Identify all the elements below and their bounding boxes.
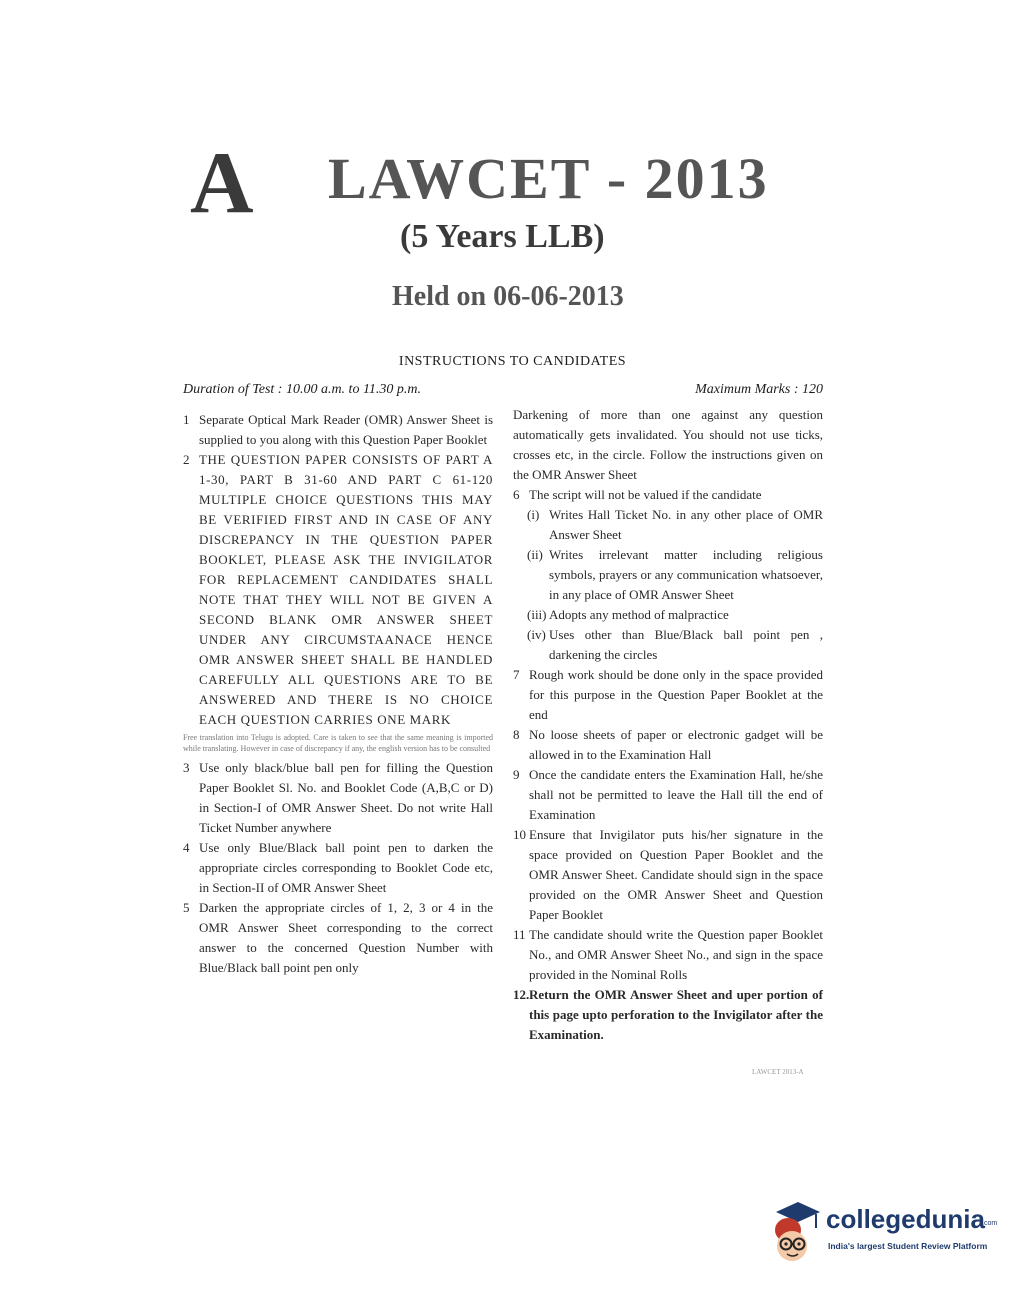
instruction-item-1 xyxy=(183,410,493,450)
maximum-marks: Maximum Marks : 120 xyxy=(695,382,823,397)
instruction-text: Separate Optical Mark Reader (OMR) Answer Sheet is supplied to you along with this Question Paper Booklet xyxy=(199,412,493,447)
instruction-item-9 xyxy=(513,765,823,825)
instruction-text: THE QUESTION PAPER CONSISTS OF PART A 1-30, PART B 31-60 AND PART C 61-120 MULTIPLE CHOICE QUESTIONS THIS MAY BE VERIFIED FIRST AND IN CASE OF ANY DISCREPANCY IN THE QUESTION PAPER BOOKLET, PLEASE ASK THE INVIGILATOR FOR REPLACEMENT CANDIDATES SHALL NOTE THAT THEY WILL NOT BE GIVEN A SECOND BLANK OMR ANSWER SHEET UNDER ANY CIRCUMSTAANACE HENCE OMR ANSWER SHEET SHALL BE HANDLED CAREFULLY ALL QUESTIONS ARE TO BE ANSWERED AND THERE IS NO CHOICE EACH QUESTION CARRIES ONE MARK xyxy=(199,452,493,727)
instruction-number: 12. xyxy=(513,987,530,1002)
instruction-text: The candidate should write the Question paper Booklet No., and OMR Answer Sheet No., and sign in the space provided in the Nominal Rolls xyxy=(529,927,823,982)
translation-note: Free translation into Telugu is adopted. Care is taken to see that the same meaning is imported while translating. However in case of discrepancy if any, the english version has to be consulted xyxy=(183,733,493,753)
brand-tagline: India's largest Student Review Platform xyxy=(828,1241,988,1251)
instruction-text: Darken the appropriate circles of 1, 2, 3 or 4 in the OMR Answer Sheet corresponding to the correct answer to the concerned Question Number with Blue/Black ball point pen only xyxy=(199,900,493,975)
test-duration: Duration of Test : 10.00 a.m. to 11.30 p.m. xyxy=(183,382,422,397)
instruction-subitem xyxy=(513,505,823,545)
instruction-item-6 xyxy=(513,485,823,505)
collegedunia-logo xyxy=(768,1198,998,1268)
brand-name: collegedunia xyxy=(826,1204,985,1234)
instruction-number: 2 xyxy=(183,452,190,467)
instruction-item-5-continued: Darkening of more than one against any question automatically gets invalidated. You should not use ticks, crosses etc, in the circle. Follow the instructions given on the OMR Answer Sheet xyxy=(513,407,823,482)
subitem-number: (i) xyxy=(527,507,540,522)
subitem-text: Writes irrelevant matter including religious symbols, prayers or any communication whatsoever, in any place of OMR Answer Sheet xyxy=(549,547,823,602)
instruction-item-4 xyxy=(183,838,493,898)
instruction-text: Rough work should be done only in the space provided for this purpose in the Question Paper Booklet at the end xyxy=(529,667,823,722)
subitem-number: (ii) xyxy=(527,547,543,562)
page-subtitle: (5 Years LLB) xyxy=(400,218,605,255)
instruction-text: Use only Blue/Black ball point pen to darken the appropriate circles corresponding to Booklet Code etc, in Section-II of OMR Answer Sheet xyxy=(199,840,493,895)
instructions-left-column xyxy=(183,410,493,978)
instruction-number: 7 xyxy=(513,667,520,682)
instructions-right-column xyxy=(513,405,823,1045)
instruction-item-10 xyxy=(513,825,823,925)
instruction-item-12 xyxy=(513,985,823,1045)
brand-domain: .com xyxy=(982,1220,998,1227)
instruction-number: 10 xyxy=(513,827,526,842)
instruction-item-8 xyxy=(513,725,823,765)
instruction-text: Use only black/blue ball pen for filling the Question Paper Booklet Sl. No. and Booklet Code (A,B,C or D) in Section-I of OMR Answer Sheet. Do not write Hall Ticket Number anywhere xyxy=(199,760,493,835)
instruction-text: Once the candidate enters the Examination Hall, he/she shall not be permitted to leave the Hall till the end of Examination xyxy=(529,767,823,822)
instruction-item-3 xyxy=(183,758,493,838)
instruction-number: 5 xyxy=(183,900,190,915)
instruction-text: The script will not be valued if the candidate xyxy=(529,487,762,502)
instruction-number: 1 xyxy=(183,412,190,427)
instruction-text: Return the OMR Answer Sheet and uper portion of this page upto perforation to the Invigilator after the Examination. xyxy=(529,987,823,1042)
subitem-text: Uses other than Blue/Black ball point pen , darkening the circles xyxy=(549,627,823,662)
booklet-set-letter: A xyxy=(190,135,254,232)
instruction-item-7 xyxy=(513,665,823,725)
instruction-item-11 xyxy=(513,925,823,985)
instruction-text: Ensure that Invigilator puts his/her signature in the space provided on Question Paper Booklet and the OMR Answer Sheet. Candidate should sign in the space provided on the OMR Answer Sheet and Question Paper Booklet xyxy=(529,827,823,922)
instruction-subitem xyxy=(513,605,823,625)
instruction-number: 9 xyxy=(513,767,520,782)
subitem-text: Adopts any method of malpractice xyxy=(549,607,729,622)
instruction-number: 8 xyxy=(513,727,520,742)
instruction-number: 3 xyxy=(183,760,190,775)
instruction-item-5 xyxy=(183,898,493,978)
paper-code: LAWCET 2013-A xyxy=(752,1068,804,1076)
subitem-number: (iv) xyxy=(527,627,546,642)
instruction-number: 4 xyxy=(183,840,190,855)
instruction-subitem xyxy=(513,625,823,665)
instruction-number: 6 xyxy=(513,487,520,502)
instruction-text: No loose sheets of paper or electronic gadget will be allowed in to the Examination Hall xyxy=(529,727,823,762)
instructions-heading: INSTRUCTIONS TO CANDIDATES xyxy=(398,354,627,369)
instruction-item-2 xyxy=(183,450,493,730)
instruction-number: 11 xyxy=(513,927,526,942)
subitem-text: Writes Hall Ticket No. in any other place of OMR Answer Sheet xyxy=(549,507,823,542)
mascot-icon xyxy=(768,1198,824,1268)
instruction-subitem xyxy=(513,545,823,605)
page-title: LAWCET - 2013 xyxy=(328,146,769,211)
subitem-number: (iii) xyxy=(527,607,547,622)
held-on-date: Held on 06-06-2013 xyxy=(392,281,624,312)
